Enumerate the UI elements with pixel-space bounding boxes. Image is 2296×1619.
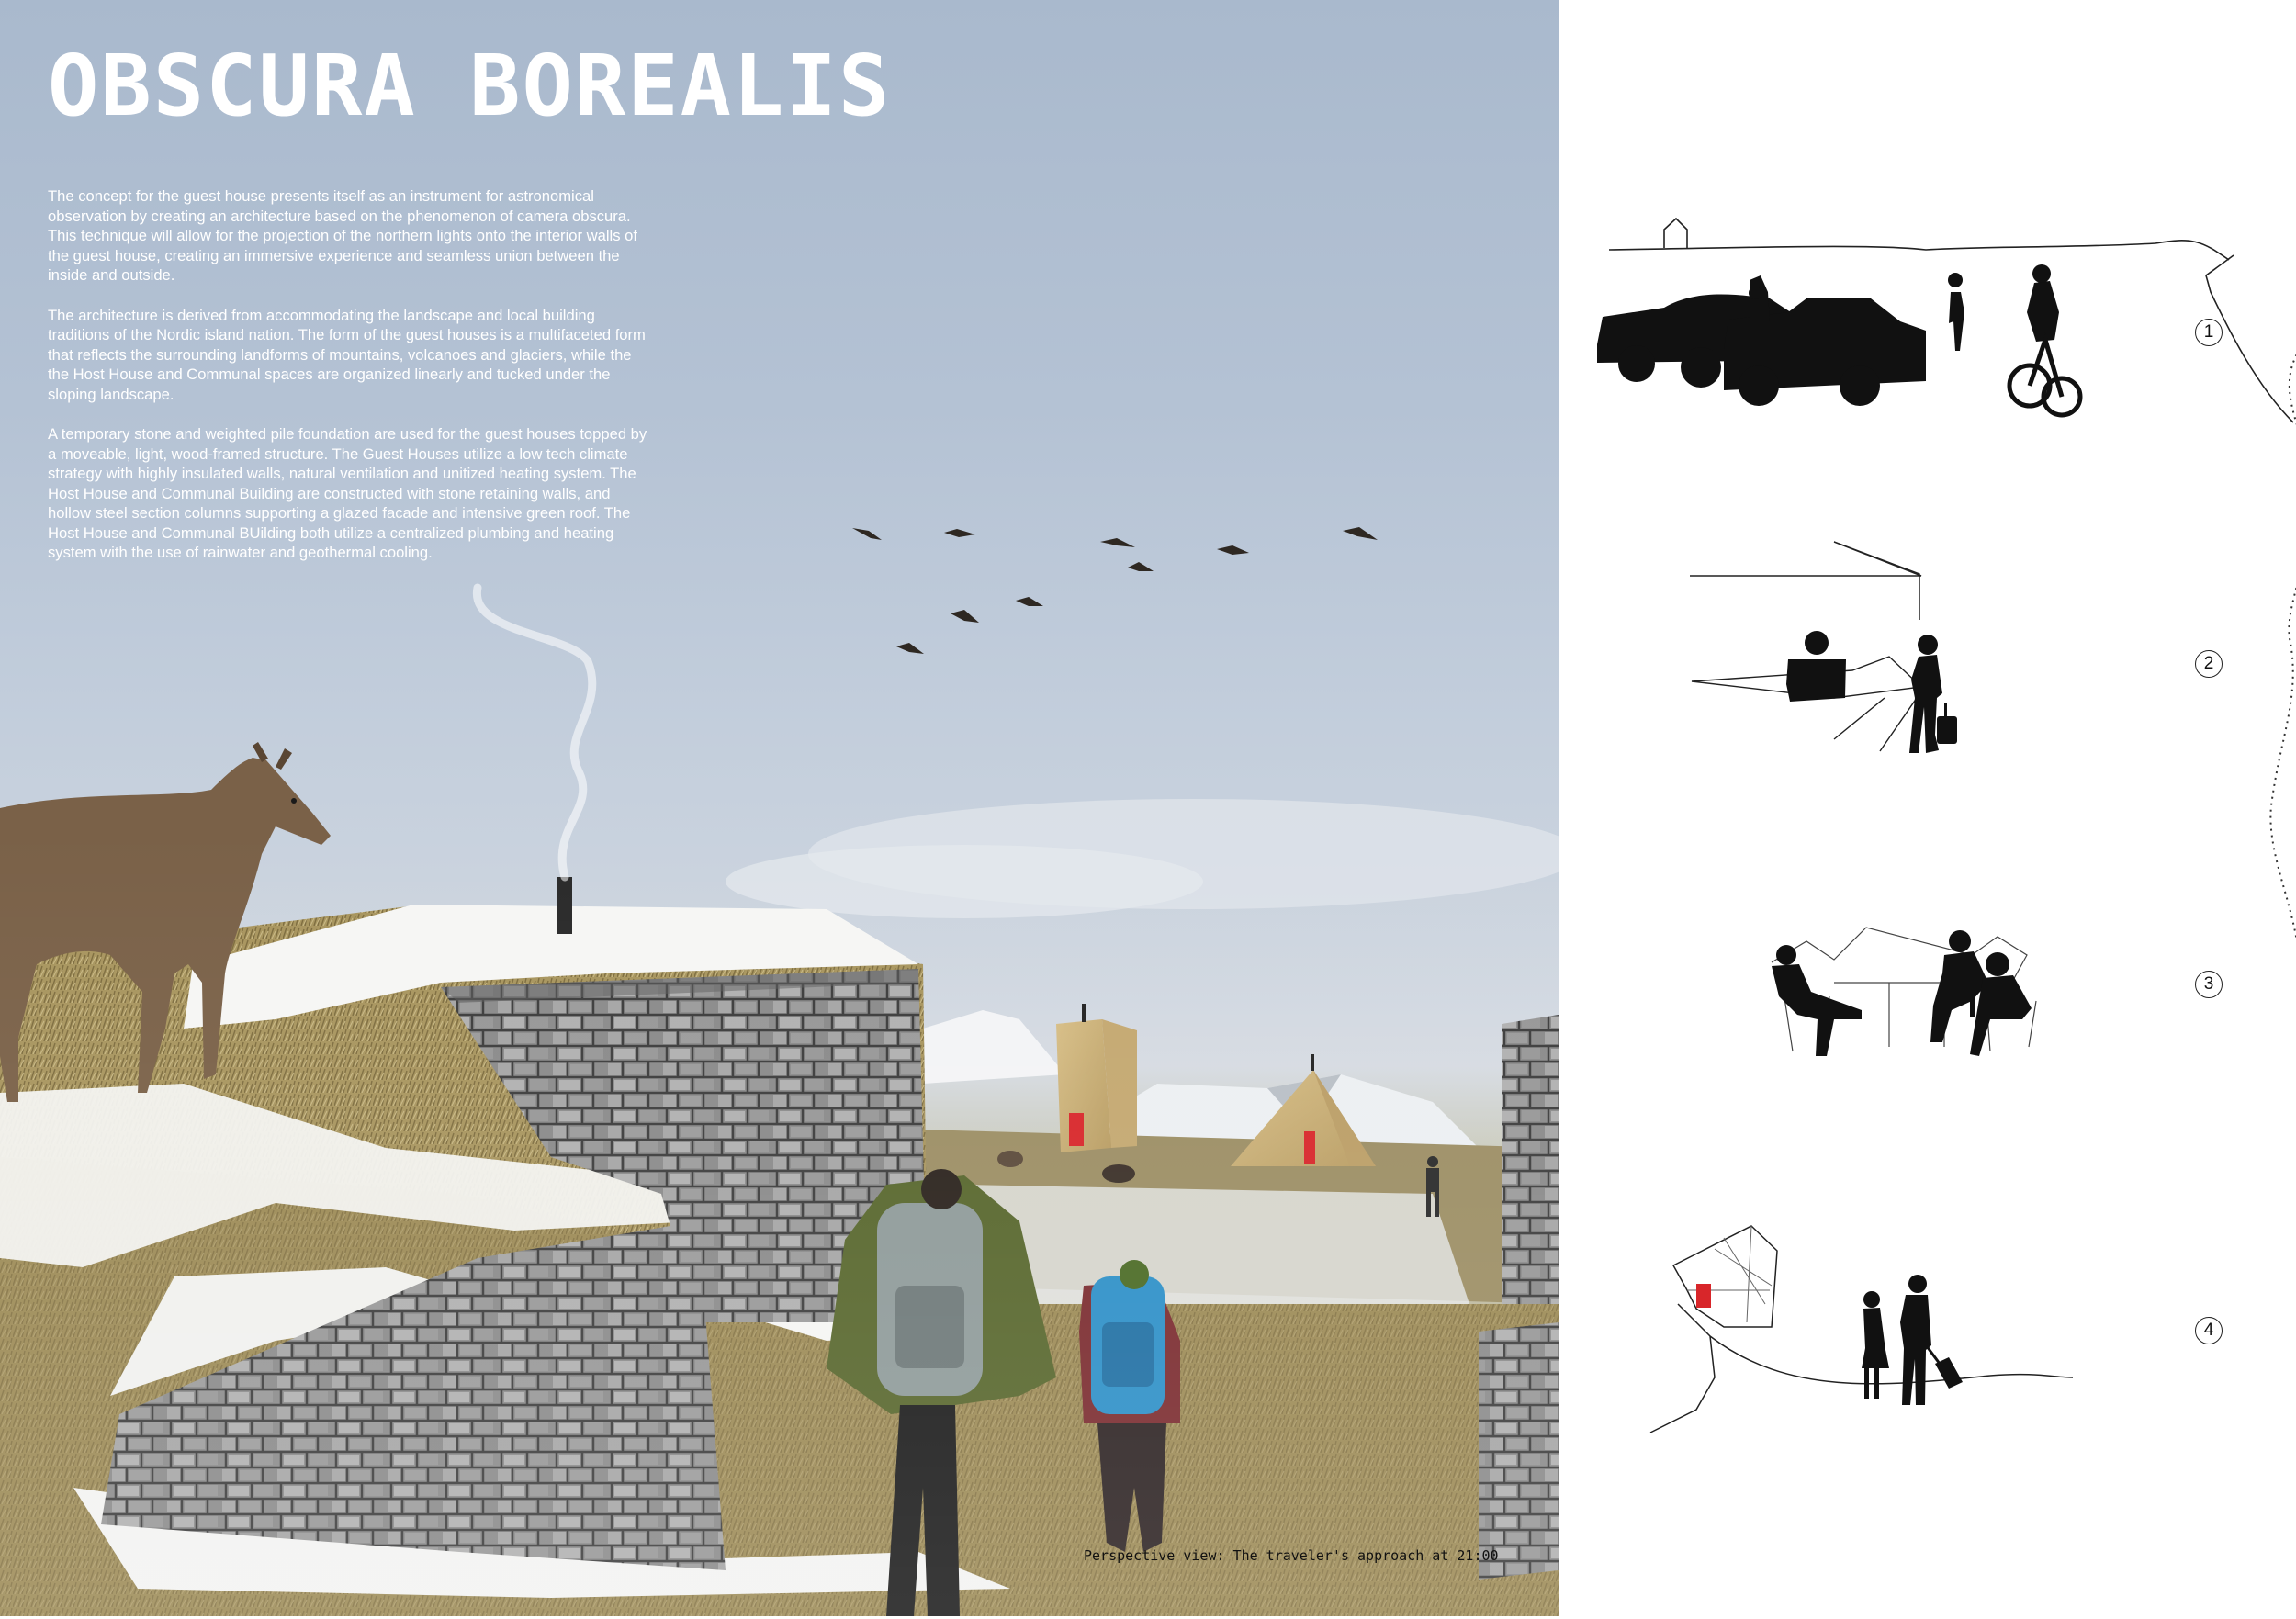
concept-description	[48, 186, 654, 583]
sequence-drawings	[1559, 0, 2296, 1619]
step-marker-4: 4	[2195, 1317, 2223, 1344]
approach-sequence-panel	[1559, 0, 2296, 1619]
perspective-caption: Perspective view: The traveler's approach at 21:00	[1084, 1547, 1499, 1564]
arrival-by-car-and-bike-icon	[1597, 219, 2293, 422]
step-marker-2: 2	[2195, 650, 2223, 678]
arrival-at-guest-house-icon	[1650, 1226, 2073, 1433]
architecture-paragraph: The architecture is derived from accommodating the landscape and local building traditions of the Nordic island nation. The form of the guest houses is a multifaceted form that reflects the surrounding landforms of mountains, volcanoes and glaciers, while the the Host House and Communal spaces are organized linearly and tucked under the sloping landscape.	[48, 306, 646, 403]
flock-of-geese	[852, 527, 1378, 654]
step-marker-1: 1	[2195, 319, 2223, 346]
concept-paragraph: The concept for the guest house presents itself as an instrument for astronomical observation by creating an architecture based on the phenomenon of camera obscura. This technique will allow for the projection of the northern lights onto the interior walls of the guest house, creating an immersive experience and seamless union between the inside and outside.	[48, 187, 637, 284]
construction-paragraph: A temporary stone and weighted pile foundation are used for the guest houses topped by a moveable, light, wood-framed structure. The Guest Houses utilize a low tech climate strategy with highly insulated walls, natural ventilation and unitized heating system. The Host House and Communal Building are constructed with stone retaining walls, and hollow steel section columns supporting a glazed facade and intensive green roof. The Host House and Communal BUilding both utilize a centralized plumbing and heating system with the use of rainwater and geothermal cooling.	[48, 425, 647, 561]
communal-dining-icon	[1772, 928, 2036, 1056]
check-in-with-luggage-icon	[1690, 542, 1957, 753]
step-marker-3: 3	[2195, 971, 2223, 998]
page-title: OBSCURA BOREALIS	[48, 37, 892, 135]
journey-dotted-path	[2270, 349, 2296, 1313]
